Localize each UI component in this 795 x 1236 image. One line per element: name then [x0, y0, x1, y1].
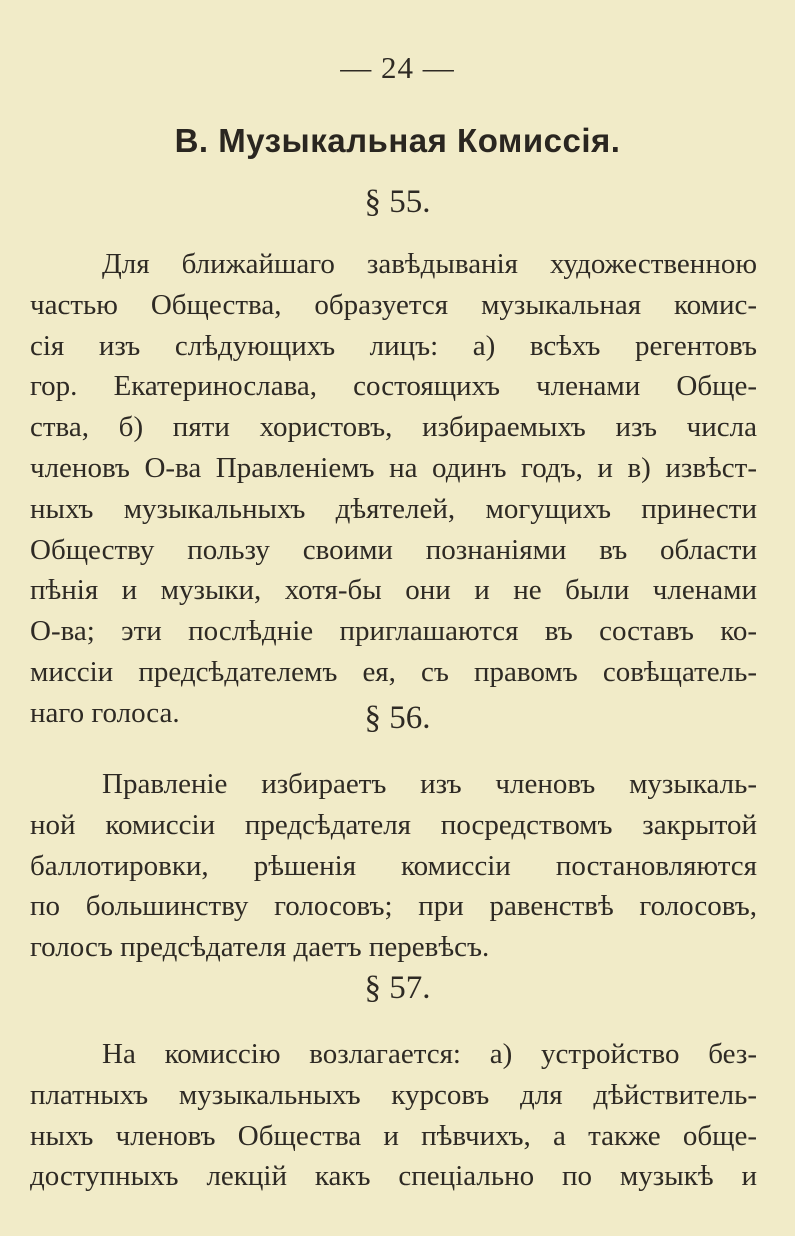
text-line: членовъ О-ва Правленіемъ на одинъ годъ, и в) извѣст- — [30, 451, 757, 484]
paragraph-55 — [30, 244, 757, 734]
text-line: Обществу пользу своими познаніями въ области — [30, 533, 757, 566]
text-line: ства, б) пяти хористовъ, избираемыхъ изъ числа — [30, 411, 757, 444]
text-line: по большинству голосовъ; при равенствѣ голосовъ, — [30, 890, 757, 923]
paragraph-56 — [30, 764, 757, 968]
text-line: Правленіе избираетъ изъ членовъ музыкаль- — [102, 768, 757, 800]
text-line: ныхъ музыкальныхъ дѣятелей, могущихъ принести — [30, 492, 757, 525]
text-line: платныхъ музыкальныхъ курсовъ для дѣйствитель- — [30, 1078, 757, 1111]
text-line: ной комиссіи предсѣдателя посредствомъ закрытой — [30, 808, 757, 841]
text-line: баллотировки, рѣшенія комиссіи постановляются — [30, 849, 757, 882]
text-line: пѣнія и музыки, хотя-бы они и не были членами — [30, 574, 757, 607]
paragraph-57 — [30, 1034, 757, 1197]
page-number: — 24 — — [340, 50, 455, 85]
text-line: О-ва; эти послѣдніе приглашаются въ составъ ко- — [30, 615, 757, 648]
text-line: ныхъ членовъ Общества и пѣвчихъ, а также обще- — [30, 1119, 757, 1152]
section-heading: В. Музыкальная Комиссія. — [174, 122, 621, 159]
text-line: частью Общества, образуется музыкальная комис- — [30, 288, 757, 321]
text-line: голосъ предсѣдателя даетъ перевѣсъ. — [30, 931, 490, 964]
text-line: доступныхъ лекцій какъ спеціально по музыкѣ и — [30, 1160, 757, 1193]
paragraph-number-55: § 55. — [364, 184, 431, 220]
text-line: наго голоса. — [30, 696, 180, 729]
text-line: Для ближайшаго завѣдыванія художественною — [102, 248, 757, 280]
text-line: сія изъ слѣдующихъ лицъ: а) всѣхъ регентовъ — [30, 329, 757, 362]
text-line: гор. Екатеринослава, состоящихъ членами Обще- — [30, 370, 757, 403]
text-line: миссіи предсѣдателемъ ея, съ правомъ совѣщатель- — [30, 655, 757, 688]
paragraph-number-57: § 57. — [364, 970, 431, 1006]
paragraph-number-56: § 56. — [364, 700, 431, 736]
text-line: На комиссію возлагается: а) устройство без- — [102, 1038, 757, 1070]
